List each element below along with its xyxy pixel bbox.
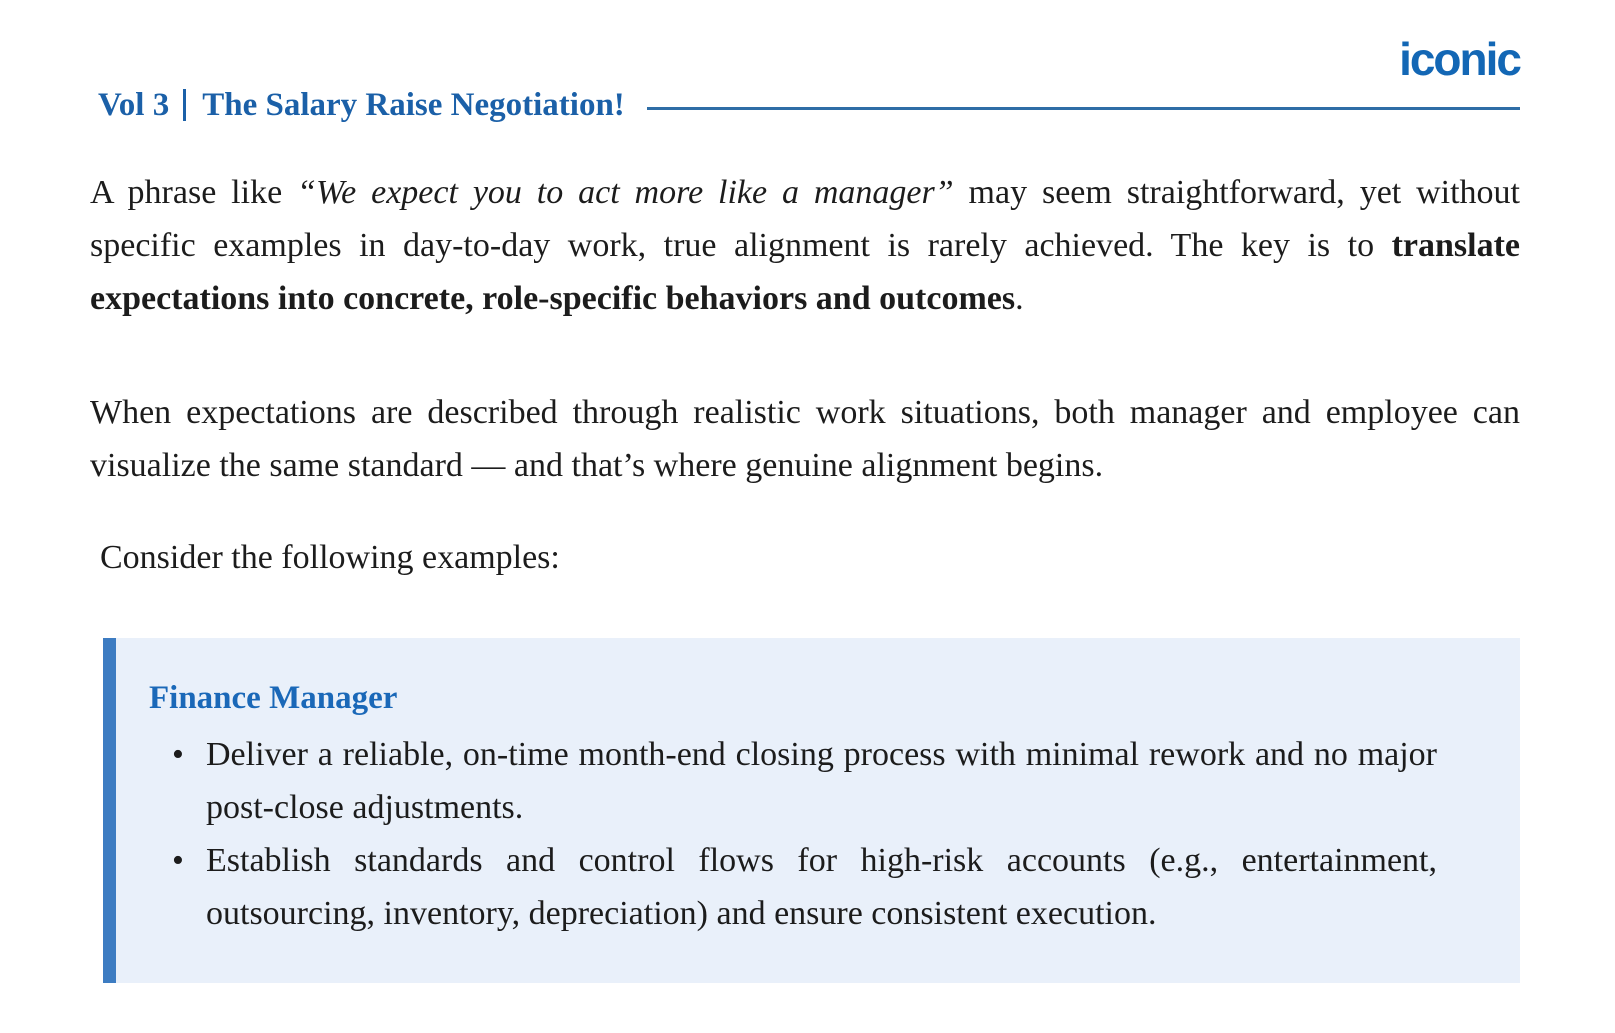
callout-heading: Finance Manager bbox=[149, 680, 398, 716]
intro-end: . bbox=[1015, 280, 1024, 317]
header-rule bbox=[647, 107, 1520, 110]
alignment-paragraph: When expectations are described through realistic work situations, both manager and employee can visualize the same standard — and that’s where genuine alignment begins. bbox=[90, 394, 1520, 484]
volume-label: Vol 3 bbox=[98, 86, 170, 123]
example-callout bbox=[103, 638, 1520, 983]
callout-bullet: • Deliver a reliable, on-time month-end closing process with minimal rework and no major post-close adjustments. bbox=[206, 728, 1437, 834]
page-header bbox=[98, 86, 1520, 124]
page-title: The Salary Raise Negotiation! bbox=[202, 86, 625, 123]
intro-paragraph bbox=[90, 166, 1520, 325]
intro-middle: may seem straightforward, yet without specific examples in day-to-day work, true alignment is rarely achieved. The key is to bbox=[90, 174, 1521, 264]
consider-line: Consider the following examples: bbox=[100, 539, 560, 576]
intro-lead: A phrase like bbox=[90, 174, 298, 211]
intro-bold-phrase: translate expectations into concrete, role-specific behaviors and outcomes bbox=[90, 227, 1520, 317]
header-divider bbox=[183, 89, 186, 121]
callout-bullet: • Establish standards and control flows for high-risk accounts (e.g., entertainment, outsourcing, inventory, depreciation) and ensure consistent execution. bbox=[206, 834, 1437, 940]
intro-quote: “We expect you to act more like a manager” bbox=[297, 174, 954, 211]
callout-bullet-list bbox=[149, 728, 1437, 940]
brand-logo: iconic bbox=[1399, 33, 1520, 85]
